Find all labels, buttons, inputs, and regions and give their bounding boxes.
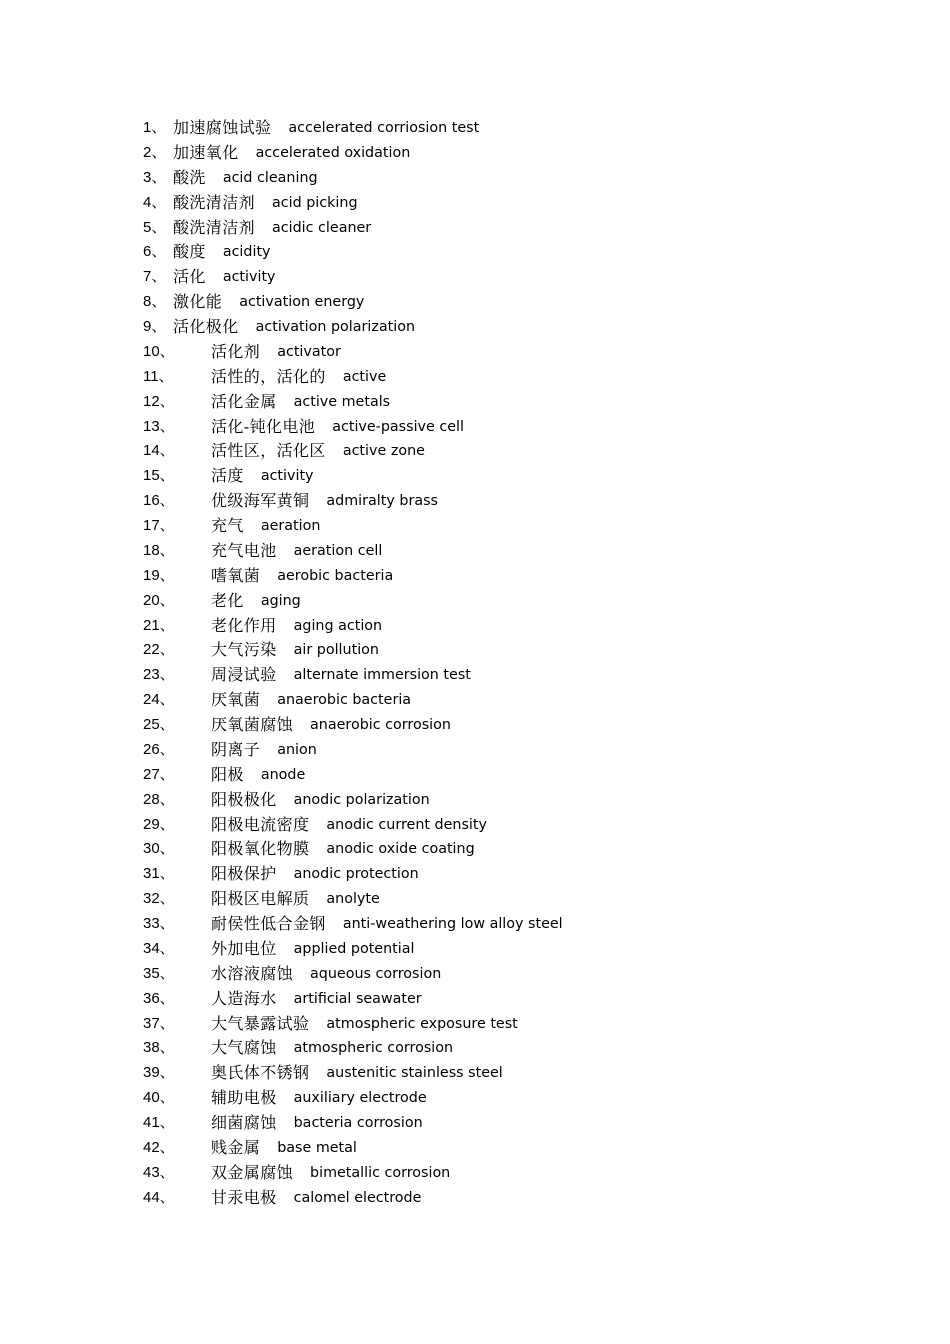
glossary-entry — [143, 166, 563, 191]
entry-chinese-term: 奥氏体不锈钢 — [211, 1063, 310, 1083]
glossary-entry — [143, 514, 563, 539]
glossary-entry — [143, 763, 563, 788]
glossary-entry — [143, 1036, 563, 1061]
entry-english-term: anodic current density — [326, 816, 487, 833]
entry-english-term: anaerobic bacteria — [277, 692, 412, 709]
entry-english-term: acidity — [222, 244, 271, 261]
entry-chinese-term: 外加电位 — [211, 938, 277, 958]
glossary-entry — [143, 191, 563, 216]
entry-number: 41、 — [143, 1114, 175, 1131]
entry-number: 43、 — [143, 1163, 175, 1181]
entry-number: 39、 — [143, 1064, 175, 1082]
entry-english-term: acid cleaning — [222, 169, 318, 186]
entry-chinese-term: 酸洗清洁剂 — [173, 217, 256, 237]
entry-chinese-term: 嗜氧菌 — [211, 565, 261, 585]
entry-number: 23、 — [143, 666, 175, 684]
glossary-entry — [143, 390, 563, 415]
entry-number: 40、 — [143, 1089, 175, 1107]
glossary-entry — [143, 116, 563, 141]
entry-chinese-term: 阳极氧化物膜 — [211, 839, 310, 859]
entry-english-term: anion — [277, 741, 317, 758]
entry-number: 26、 — [143, 740, 175, 758]
entry-chinese-term: 厌氧菌 — [211, 690, 261, 710]
entry-chinese-term: 贱金属 — [211, 1137, 261, 1157]
entry-chinese-term: 阳极保护 — [211, 864, 277, 884]
entry-english-term: active zone — [342, 443, 425, 460]
entry-chinese-term: 阳极极化 — [211, 789, 277, 809]
glossary-entry — [143, 265, 563, 290]
entry-number: 14、 — [143, 442, 175, 460]
entry-english-term: bimetallic corrosion — [310, 1164, 451, 1181]
glossary-entry — [143, 813, 563, 838]
entry-number: 30、 — [143, 840, 175, 858]
glossary-entry — [143, 1086, 563, 1111]
entry-chinese-term: 酸洗 — [173, 167, 206, 187]
entry-english-term: auxiliary electrode — [293, 1090, 427, 1107]
entry-chinese-term: 活性区，活化区 — [211, 441, 326, 461]
glossary-entry — [143, 713, 563, 738]
entry-number: 11、 — [143, 367, 174, 385]
entry-chinese-term: 甘汞电极 — [211, 1187, 277, 1207]
entry-english-term: atmospheric exposure test — [326, 1015, 518, 1032]
entry-english-term: aeration cell — [293, 542, 383, 559]
entry-english-term: applied potential — [293, 940, 415, 957]
entry-english-term: anaerobic corrosion — [310, 717, 451, 733]
glossary-entry — [143, 887, 563, 912]
glossary-entry — [143, 415, 563, 440]
entry-english-term: austenitic stainless steel — [326, 1065, 503, 1082]
glossary-entry — [143, 663, 563, 688]
entry-number: 38、 — [143, 1039, 175, 1057]
entry-number: 31、 — [143, 865, 175, 883]
glossary-entry — [143, 539, 563, 564]
entry-chinese-term: 耐侯性低合金钢 — [211, 914, 326, 933]
entry-english-term: aqueous corrosion — [310, 965, 442, 982]
glossary-entry — [143, 862, 563, 887]
glossary-entry — [143, 1161, 563, 1186]
entry-number: 25、 — [143, 716, 175, 733]
entry-english-term: calomel electrode — [293, 1189, 422, 1206]
glossary-entry — [143, 738, 563, 763]
entry-number: 8、 — [143, 293, 167, 311]
entry-number: 44、 — [143, 1188, 175, 1206]
entry-english-term: anodic polarization — [293, 791, 430, 808]
entry-chinese-term: 大气腐蚀 — [211, 1038, 277, 1058]
entry-number: 34、 — [143, 939, 175, 957]
entry-chinese-term: 活度 — [211, 466, 244, 486]
entry-number: 17、 — [143, 517, 175, 534]
entry-english-term: bacteria corrosion — [293, 1115, 423, 1131]
entry-english-term: anolyte — [326, 891, 380, 908]
glossary-entry — [143, 564, 563, 589]
entry-chinese-term: 阳极电流密度 — [211, 814, 310, 834]
entry-english-term: accelerated corriosion test — [288, 120, 480, 136]
entry-chinese-term: 加速氧化 — [173, 142, 239, 162]
entry-english-term: activation polarization — [255, 319, 416, 335]
entry-english-term: anodic oxide coating — [326, 841, 475, 858]
entry-number: 10、 — [143, 342, 175, 360]
glossary-entry — [143, 589, 563, 614]
entry-number: 24、 — [143, 691, 175, 709]
glossary-entry — [143, 638, 563, 663]
entry-chinese-term: 活化 — [173, 267, 206, 287]
entry-number: 15、 — [143, 467, 175, 485]
glossary-entry — [143, 1136, 563, 1161]
glossary-entry — [143, 141, 563, 166]
entry-chinese-term: 活化金属 — [211, 391, 277, 411]
entry-english-term: aerobic bacteria — [277, 567, 394, 584]
entry-chinese-term: 优级海军黄铜 — [211, 491, 310, 511]
glossary-entry — [143, 1012, 563, 1037]
entry-number: 6、 — [143, 243, 167, 261]
entry-english-term: anodic protection — [293, 866, 419, 883]
glossary-entry — [143, 365, 563, 390]
entry-number: 22、 — [143, 641, 175, 659]
entry-number: 7、 — [143, 268, 167, 286]
entry-chinese-term: 老化 — [211, 590, 244, 610]
entry-english-term: admiralty brass — [326, 493, 438, 510]
entry-number: 29、 — [143, 815, 175, 833]
entry-number: 42、 — [143, 1138, 175, 1156]
glossary-entry — [143, 340, 563, 365]
glossary-entry — [143, 240, 563, 265]
entry-chinese-term: 双金属腐蚀 — [211, 1162, 294, 1182]
entry-english-term: air pollution — [293, 642, 379, 659]
glossary-entry — [143, 1186, 563, 1211]
entry-number: 5、 — [143, 218, 167, 236]
entry-english-term: anode — [260, 766, 306, 783]
entry-english-term: activity — [222, 269, 276, 286]
entry-number: 18、 — [143, 541, 175, 559]
entry-number: 12、 — [143, 392, 175, 410]
entry-chinese-term: 酸洗清洁剂 — [173, 192, 256, 212]
entry-chinese-term: 大气污染 — [211, 640, 277, 660]
entry-chinese-term: 加速腐蚀试验 — [173, 118, 272, 137]
glossary-entry — [143, 489, 563, 514]
glossary-entry — [143, 962, 563, 987]
glossary-entry — [143, 315, 563, 340]
entry-english-term: active metals — [293, 393, 391, 410]
entry-chinese-term: 老化作用 — [211, 615, 277, 635]
entry-number: 13、 — [143, 417, 175, 435]
entry-english-term: active — [342, 368, 387, 385]
entry-english-term: active-passive cell — [332, 418, 464, 435]
entry-chinese-term: 激化能 — [173, 292, 223, 312]
entry-chinese-term: 辅助电极 — [211, 1088, 277, 1108]
entry-number: 21、 — [143, 616, 175, 634]
entry-chinese-term: 阳极区电解质 — [211, 889, 310, 909]
entry-chinese-term: 活化-钝化电池 — [211, 416, 316, 436]
entry-english-term: aging action — [293, 617, 383, 634]
entry-chinese-term: 充气 — [211, 516, 244, 535]
glossary-entry — [143, 464, 563, 489]
entry-chinese-term: 阳极 — [211, 764, 244, 784]
entry-number: 4、 — [143, 193, 167, 211]
entry-chinese-term: 活性的，活化的 — [211, 366, 326, 386]
entry-english-term: artificial seawater — [293, 990, 422, 1007]
entry-number: 3、 — [143, 168, 167, 186]
entry-number: 1、 — [143, 119, 167, 136]
entry-chinese-term: 充气电池 — [211, 540, 277, 560]
entry-chinese-term: 周浸试验 — [211, 665, 277, 685]
entry-english-term: acid picking — [272, 194, 358, 211]
entry-chinese-term: 细菌腐蚀 — [211, 1113, 277, 1132]
entry-english-term: accelerated oxidation — [255, 144, 411, 161]
entry-english-term: alternate immersion test — [293, 667, 471, 684]
glossary-entry — [143, 987, 563, 1012]
glossary-entry — [143, 614, 563, 639]
entry-number: 19、 — [143, 566, 175, 584]
entry-number: 36、 — [143, 989, 175, 1007]
glossary-entry — [143, 912, 563, 937]
entry-chinese-term: 厌氧菌腐蚀 — [211, 715, 294, 734]
entry-chinese-term: 水溶液腐蚀 — [211, 963, 294, 983]
entry-number: 2、 — [143, 143, 167, 161]
entry-english-term: aeration — [260, 518, 321, 534]
entry-chinese-term: 大气暴露试验 — [211, 1013, 310, 1033]
entry-english-term: activity — [260, 468, 314, 485]
entry-chinese-term: 人造海水 — [211, 988, 277, 1008]
entry-chinese-term: 活化剂 — [211, 341, 261, 361]
entry-chinese-term: 酸度 — [173, 242, 206, 262]
glossary-entry — [143, 1111, 563, 1136]
entry-number: 16、 — [143, 492, 175, 510]
entry-number: 20、 — [143, 591, 175, 609]
entry-english-term: anti-weathering low alloy steel — [342, 916, 563, 932]
entry-chinese-term: 阴离子 — [211, 739, 261, 759]
entry-chinese-term: 活化极化 — [173, 317, 239, 336]
glossary-entry — [143, 837, 563, 862]
glossary-entry — [143, 937, 563, 962]
glossary-entry — [143, 788, 563, 813]
entry-english-term: base metal — [277, 1139, 357, 1156]
entry-number: 32、 — [143, 890, 175, 908]
glossary-entry — [143, 688, 563, 713]
entry-english-term: acidic cleaner — [272, 219, 372, 236]
glossary-entry — [143, 1061, 563, 1086]
entry-english-term: activation energy — [239, 294, 365, 311]
entry-number: 35、 — [143, 964, 175, 982]
entry-english-term: activator — [277, 343, 341, 360]
glossary-entry — [143, 439, 563, 464]
glossary-entry — [143, 216, 563, 241]
entry-number: 27、 — [143, 765, 175, 783]
entry-english-term: aging — [260, 592, 301, 609]
entry-number: 37、 — [143, 1014, 175, 1032]
glossary-entry — [143, 290, 563, 315]
entry-english-term: atmospheric corrosion — [293, 1040, 454, 1057]
glossary-list — [143, 116, 563, 1211]
entry-number: 9、 — [143, 318, 167, 335]
entry-number: 28、 — [143, 790, 175, 808]
entry-number: 33、 — [143, 915, 175, 932]
